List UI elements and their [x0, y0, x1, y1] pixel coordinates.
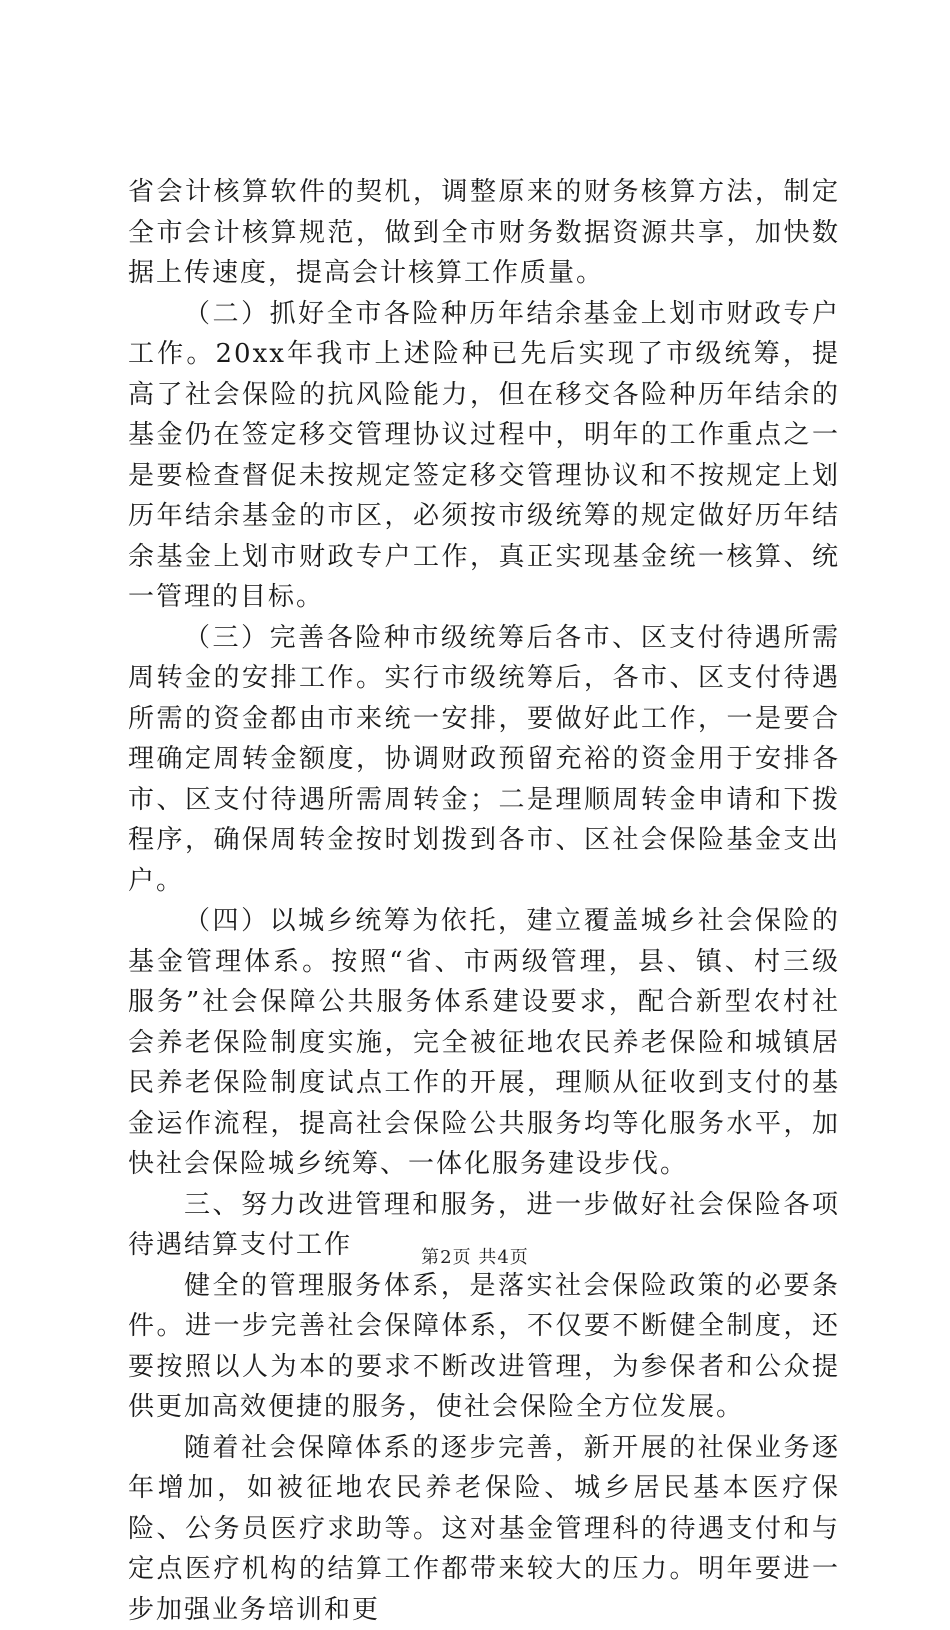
paragraph-4: （四）以城乡统筹为依托，建立覆盖城乡社会保险的基金管理体系。按照“省、市两级管理，县、镇、村三级服务”社会保障公共服务体系建设要求，配合新型农村社会养老保险制度实施，完全被征地农民养老保险和城镇居民养老保险制度试点工作的开展，理顺从征收到支付的基金运作流程，提高社会保险公共服务均等化服务水平，加快社会保险城乡统筹、一体化服务建设步伐。	[128, 901, 840, 1185]
section-heading: 三、努力改进管理和服务，进一步做好社会保险各项待遇结算支付工作	[128, 1185, 840, 1266]
paragraph-3: （三）完善各险种市级统筹后各市、区支付待遇所需周转金的安排工作。实行市级统筹后，各市、区支付待遇所需的资金都由市来统一安排，要做好此工作，一是要合理确定周转金额度，协调财政预留充裕的资金用于安排各市、区支付待遇所需周转金；二是理顺周转金申请和下拨程序，确保周转金按时划拨到各市、区社会保险基金支出户。	[128, 618, 840, 902]
paragraph-6: 随着社会保障体系的逐步完善，新开展的社保业务逐年增加，如被征地农民养老保险、城乡居民基本医疗保险、公务员医疗求助等。这对基金管理科的待遇支付和与定点医疗机构的结算工作都带来较大的压力。明年要进一步加强业务培训和更	[128, 1428, 840, 1630]
paragraph-2: （二）抓好全市各险种历年结余基金上划市财政专户工作。20xx年我市上述险种已先后实现了市级统筹，提高了社会保险的抗风险能力，但在移交各险种历年结余的基金仍在签定移交管理协议过程中，明年的工作重点之一是要检查督促未按规定签定移交管理协议和不按规定上划历年结余基金的市区，必须按市级统筹的规定做好历年结余基金上划市财政专户工作，真正实现基金统一核算、统一管理的目标。	[128, 294, 840, 618]
paragraph-5: 健全的管理服务体系，是落实社会保险政策的必要条件。进一步完善社会保障体系，不仅要不断健全制度，还要按照以人为本的要求不断改进管理，为参保者和公众提供更加高效便捷的服务，使社会保险全方位发展。	[128, 1266, 840, 1428]
document-body	[128, 172, 840, 1630]
page-footer: 第2页 共4页	[0, 1243, 950, 1269]
paragraph-1: 省会计核算软件的契机，调整原来的财务核算方法，制定全市会计核算规范，做到全市财务数据资源共享，加快数据上传速度，提高会计核算工作质量。	[128, 172, 840, 294]
